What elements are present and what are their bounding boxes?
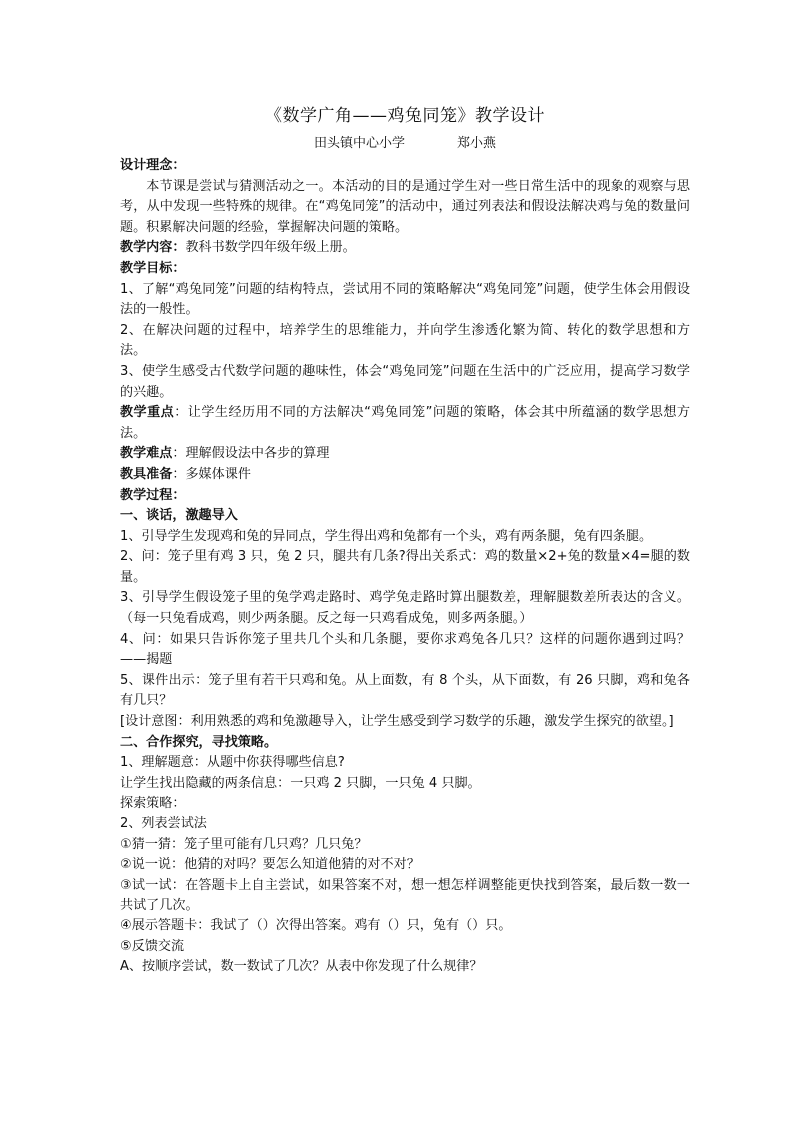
process-heading: 教学过程： [120,487,186,503]
part1-heading: 一、谈话，激趣导入 [120,508,238,524]
concept-heading: 设计理念： [120,158,186,173]
part2-item: 2、列表尝试法 [120,816,207,832]
byline [120,134,690,154]
design-intent-note: [设计意图：利用熟悉的鸡和兔激趣导入，让学生感受到学习数学的乐趣，激发学生探究的欲望。] [120,714,674,730]
part1-item: 3、引导学生假设笼子里的兔学鸡走路时、鸡学兔走路时算出腿数差，理解腿数差所表达的含义。（每一只兔看成鸡，则少两条腿。反之每一只鸡看成兔，则多两条腿。） [120,590,690,627]
author-name: 郑小燕 [457,136,497,151]
keypoint-line [120,403,690,444]
tools-heading: 教具准备 [120,466,173,482]
document-title: 《数学广角——鸡兔同笼》教学设计 [265,106,545,126]
goal-item: 2、在解决问题的过程中，培养学生的思维能力，并向学生渗透化繁为简、转化的数学思想和方法。 [120,322,690,359]
part1-item: 5、课件出示：笼子里有若干只鸡和兔。从上面数，有 8 个头，从下面数，有 26 只脚，鸡和兔各有几只？ [120,672,690,709]
keypoint-heading: 教学重点 [120,405,175,421]
part2-item: ④展示答题卡：我试了（）次得出答案。鸡有（）只，兔有（）只。 [120,918,512,934]
part2-item: 让学生找出隐藏的两条信息：一只鸡 2 只脚，一只兔 4 只脚。 [120,775,481,791]
difficulty-heading: 教学难点 [120,446,173,462]
part2-item: A、按顺序尝试，数一数试了几次？从表中你发现了什么规律？ [120,959,483,975]
part1-item: 4、问：如果只告诉你笼子里共几个头和几条腿，要你求鸡兔各几只？这样的问题你遇到过吗？——揭题 [120,631,690,668]
part2-item: ③试一试：在答题卡上自主尝试，如果答案不对，想一想怎样调整能更快找到答案，最后数一数一共试了几次。 [120,877,690,914]
concept-paragraph: 本节课是尝试与猜测活动之一。本活动的目的是通过学生对一些日常生活中的现象的观察与思考，从中发现一些特殊的规律。在“鸡兔同笼”的活动中，通过列表法和假设法解决鸡与兔的数量问题。积累解决问题的经验，掌握解决问题的策略。 [120,178,690,235]
content-heading: 教学内容： [120,240,186,256]
part1-item: 1、引导学生发现鸡和兔的异同点，学生得出鸡和兔都有一个头，鸡有两条腿，兔有四条腿。 [120,528,653,544]
part2-item: ⑤反馈交流 [120,938,185,954]
part2-item: 1、理解题意：从题中你获得哪些信息? [120,755,345,771]
part1-item: 2、问：笼子里有鸡 3 只，兔 2 只，腿共有几条?得出关系式：鸡的数量×2+兔的数量×4=腿的数量。 [120,549,690,585]
goal-item: 3、使学生感受古代数学问题的趣味性，体会“鸡兔同笼”问题在生活中的广泛应用，提高学习数学的兴趣。 [120,363,690,400]
content-line [120,238,690,259]
goal-item: 1、了解“鸡兔同笼”问题的结构特点，尝试用不同的策略解决“鸡兔同笼”问题，使学生体会用假设法的一般性。 [120,281,690,318]
part2-item: ②说一说：他猜的对吗？要怎么知道他猜的对不对？ [120,857,420,873]
difficulty-line [120,444,690,465]
goals-heading: 教学目标： [120,260,186,276]
tools-line [120,465,690,486]
part2-heading: 二、合作探究，寻找策略。 [120,734,278,750]
part2-item: 探索策略： [120,796,186,812]
part2-item: ①猜一猜：笼子里可能有几只鸡？几只兔？ [120,836,368,852]
keypoint-text: ：让学生经历用不同的方法解决“鸡兔同笼”问题的策略，体会其中所蕴涵的数学思想方法。 [120,405,690,441]
school-name: 田头镇中心小学 [313,136,405,151]
difficulty-text: ：理解假设法中各步的算理 [172,446,330,462]
document-page [120,104,690,978]
tools-text: ：多媒体课件 [172,466,251,482]
content-text: 教科书数学四年级年级上册。 [185,240,356,256]
